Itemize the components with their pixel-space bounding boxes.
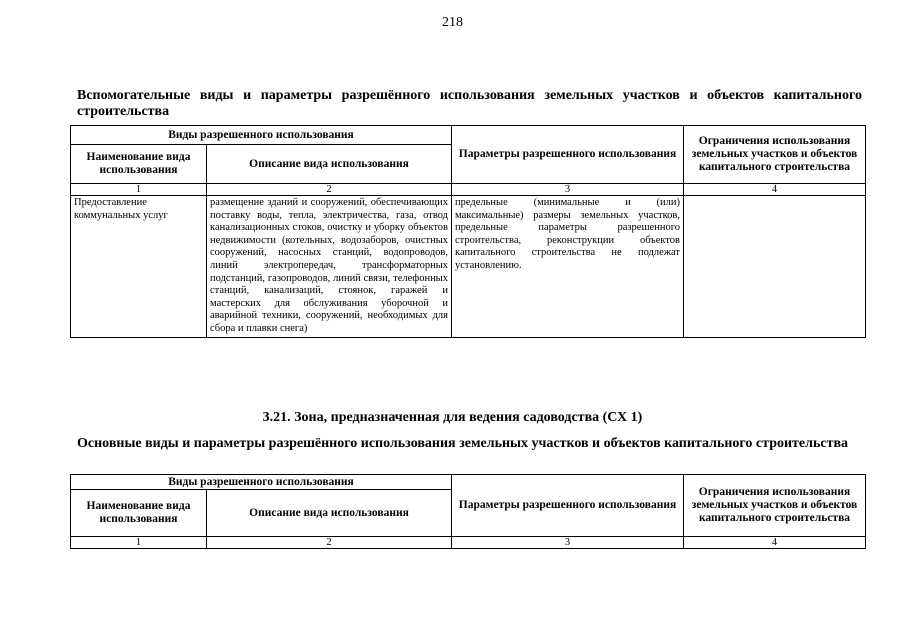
header-use-types: Виды разрешенного использования <box>71 475 452 490</box>
auxiliary-uses-table <box>70 125 866 338</box>
use-description-cell: размещение зданий и сооружений, обеспечивающих поставку воды, тепла, электричества, газа, отвод канализационных стоков, очистку и уборку объектов недвижимости (котельных, водозаборов, очистных сооружений, насосных станций, водопроводов, линий электропередач, трансформаторных подстанций, газопроводов, линий связи, телефонных станций, канализаций, стоянок, гаражей и мастерских для обслуживания уборочной и аварийной техники, сооружений, необходимых для сбора и плавки снега) <box>207 196 452 338</box>
header-parameters: Параметры разрешенного использования <box>452 475 684 537</box>
main-uses-table <box>70 474 866 549</box>
use-parameters-cell: предельные (минимальные и (или) максимальные) размеры земельных участков, предельные параметры разрешенного строительства, реконструкции объектов капитального строительства не подлежат установлению. <box>452 196 684 338</box>
page-number: 218 <box>442 15 463 30</box>
use-name-cell: Предоставление коммунальных услуг <box>71 196 207 338</box>
column-number-3: 3 <box>452 537 684 549</box>
header-use-description: Описание вида использования <box>207 145 452 184</box>
header-use-name: Наименование вида использования <box>71 145 207 184</box>
main-uses-heading: Основные виды и параметры разрешённого использования земельных участков и объектов капитального строительства <box>77 436 849 451</box>
column-number-1: 1 <box>71 537 207 549</box>
header-restrictions: Ограничения использования земельных участков и объектов капитального строительства <box>684 475 866 537</box>
column-number-2: 2 <box>207 184 452 196</box>
column-number-3: 3 <box>452 184 684 196</box>
header-use-types: Виды разрешенного использования <box>71 126 452 145</box>
header-use-name: Наименование вида использования <box>71 490 207 537</box>
column-number-4: 4 <box>684 537 866 549</box>
header-parameters: Параметры разрешенного использования <box>452 126 684 184</box>
zone-title: 3.21. Зона, предназначенная для ведения садоводства (СХ 1) <box>262 410 643 425</box>
column-number-1: 1 <box>71 184 207 196</box>
header-use-description: Описание вида использования <box>207 490 452 537</box>
column-number-4: 4 <box>684 184 866 196</box>
table-row <box>71 196 866 338</box>
use-restrictions-cell <box>684 196 866 338</box>
auxiliary-uses-heading: Вспомогательные виды и параметры разрешённого использования земельных участков и объектов капитального строительства <box>77 88 862 119</box>
column-number-2: 2 <box>207 537 452 549</box>
header-restrictions: Ограничения использования земельных участков и объектов капитального строительства <box>684 126 866 184</box>
